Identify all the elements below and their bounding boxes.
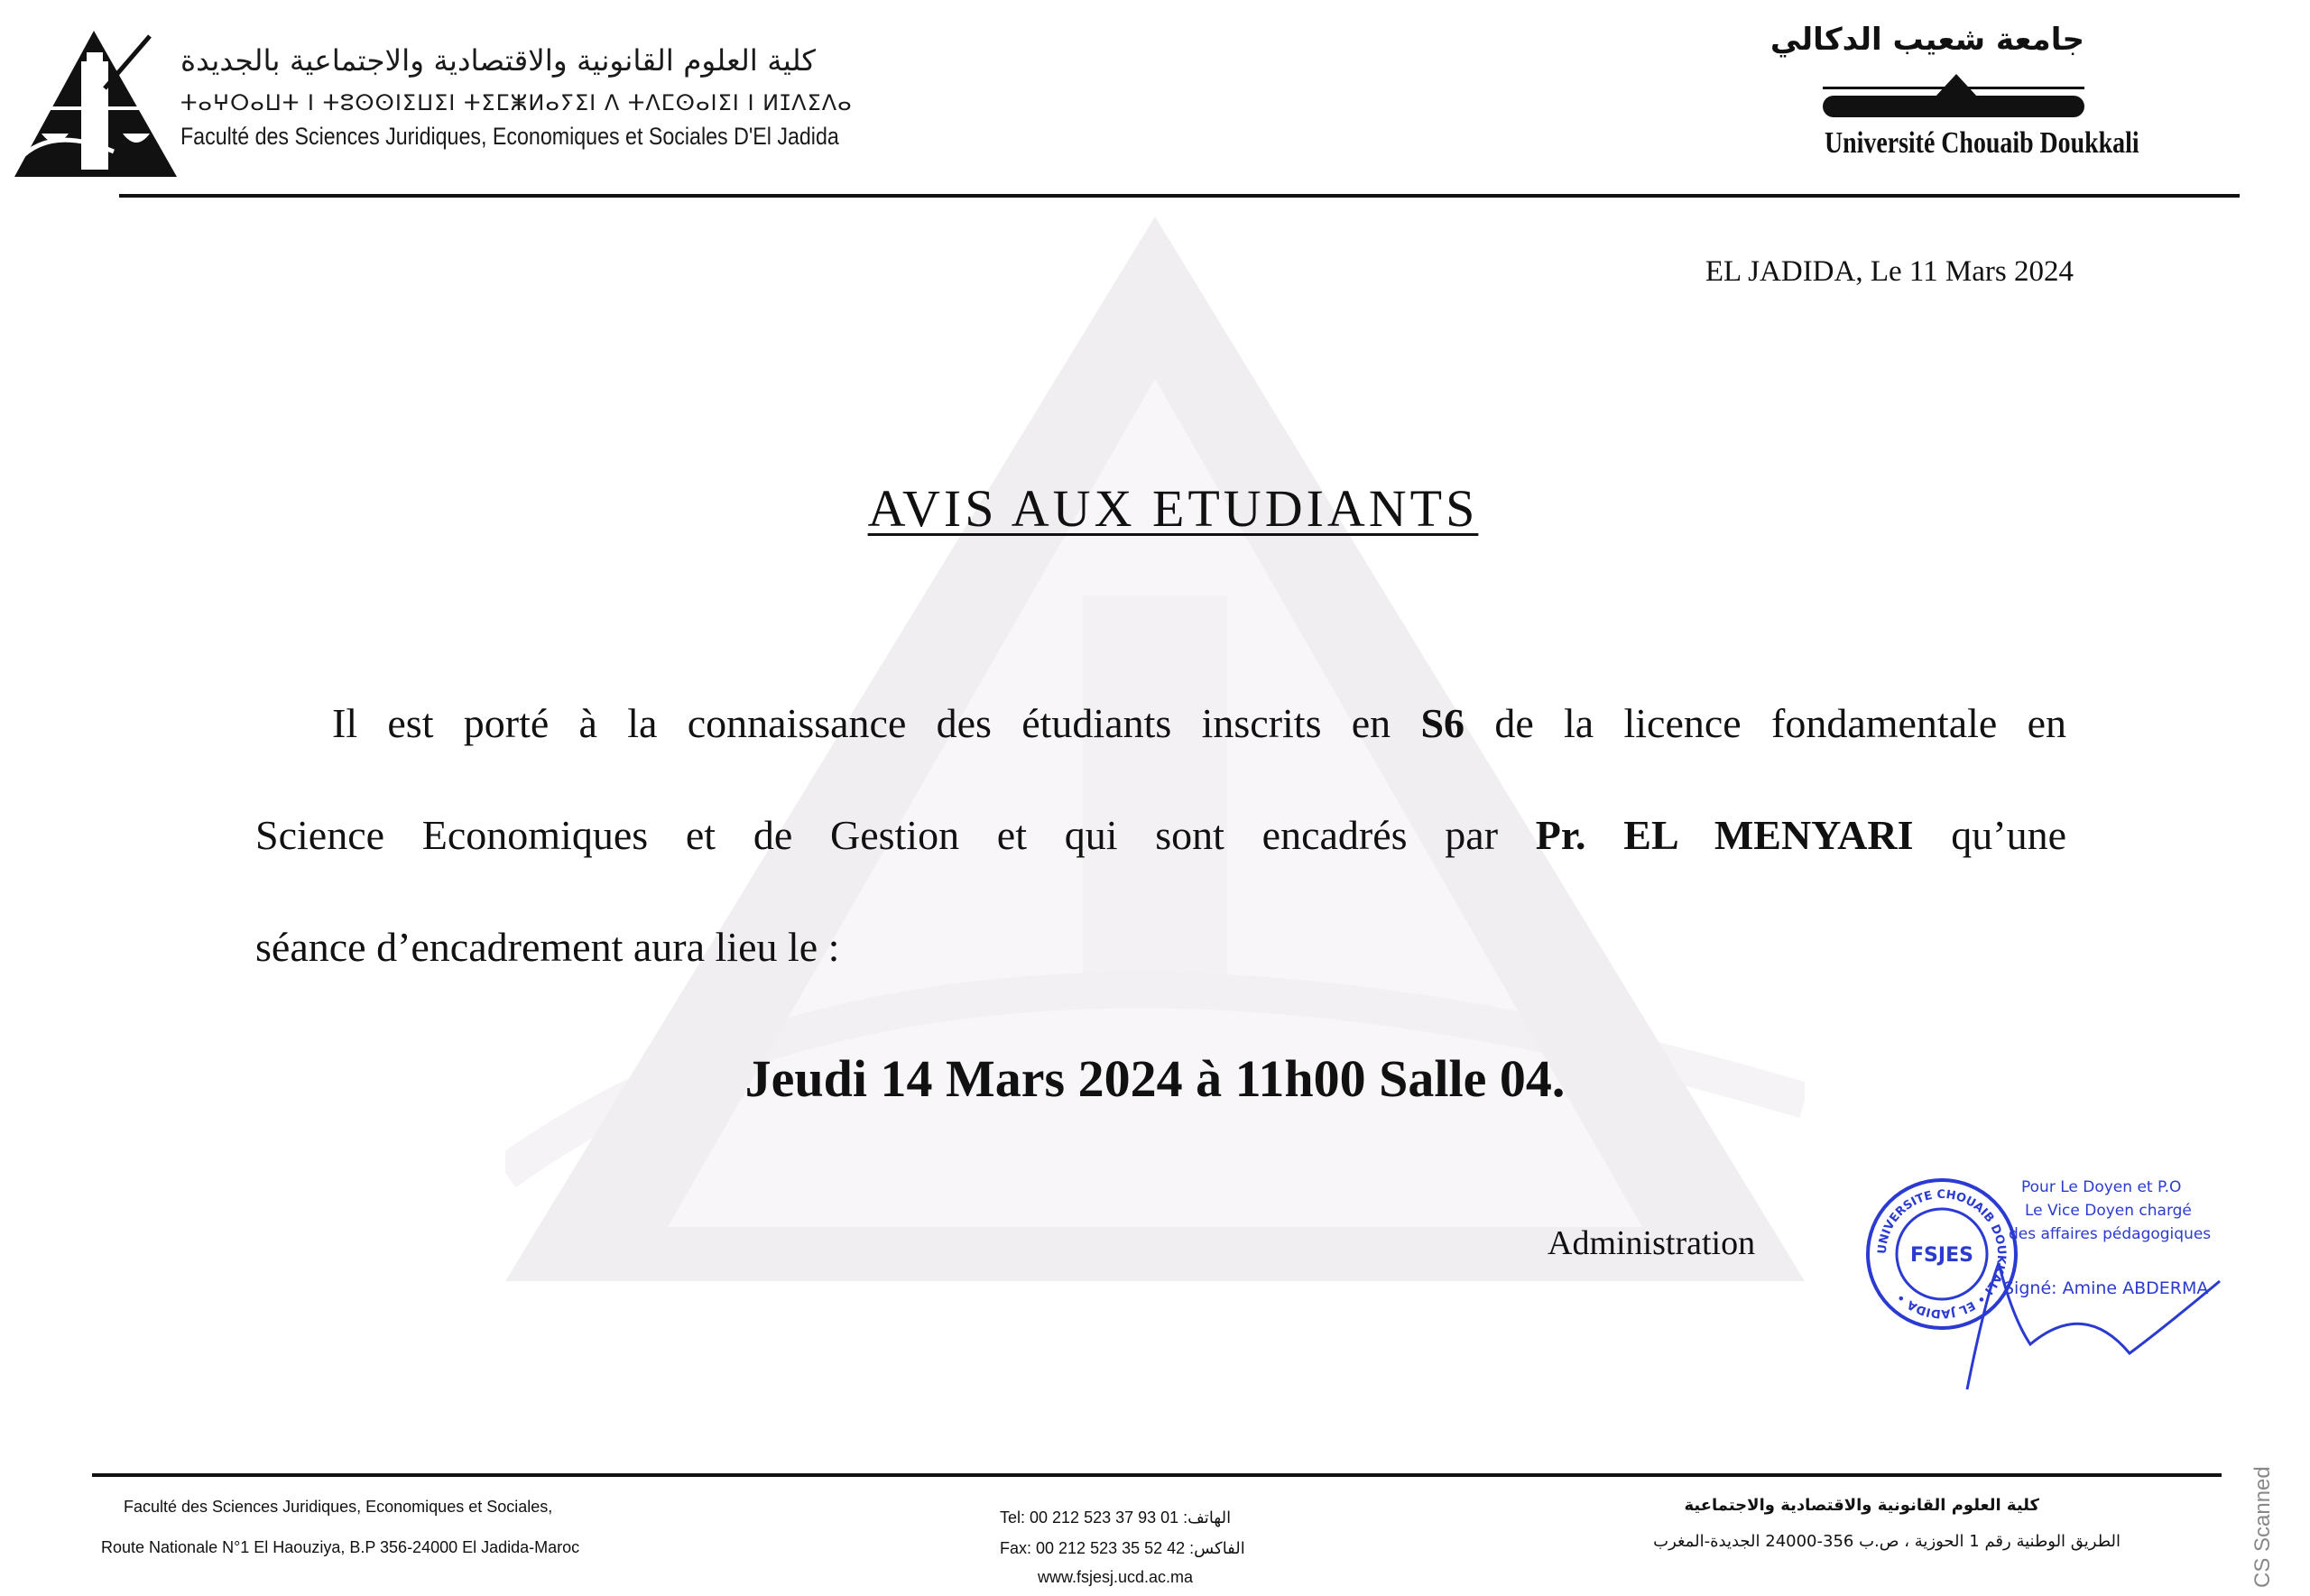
- semester-label: S6: [1420, 700, 1465, 746]
- footer-divider: [92, 1473, 2222, 1477]
- signature-line-1: Pour Le Doyen et P.O: [2021, 1178, 2182, 1196]
- handwritten-signature: [1949, 1245, 2238, 1398]
- footer-address-arabic: الطريق الوطنية رقم 1 الحوزية ، ص.ب 356-24000 الجديدة-المغرب: [1653, 1532, 2121, 1551]
- notice-text: de la licence fondamentale en: [1494, 700, 2067, 746]
- stamp-text: FSJES: [1910, 1244, 1973, 1267]
- meeting-date-time: Jeudi 14 Mars 2024 à 11h00 Salle 04.: [744, 1049, 1566, 1108]
- professor-name: Pr. EL MENYARI: [1535, 812, 1914, 858]
- notice-paragraph-line-3: séance d’encadrement aura lieu le :: [255, 924, 840, 970]
- footer-phone: Tel: 00 212 523 37 93 01 :الهاتف: [1000, 1508, 1232, 1527]
- footer-fax: Fax: 00 212 523 35 52 42 :الفاكس: [1000, 1539, 1245, 1557]
- notice-text: Il est porté à la connaissance des étudiants inscrits en: [332, 700, 1391, 746]
- date-line: EL JADIDA, Le 11 Mars 2024: [1705, 255, 2074, 288]
- footer-address: Route Nationale N°1 El Haouziya, B.P 356-24000 El Jadida-Maroc: [101, 1538, 580, 1556]
- notice-title: AVIS AUX ETUDIANTS: [867, 479, 1479, 538]
- notice-paragraph-line-2: [255, 808, 2066, 863]
- notice-text: qu’une: [1951, 812, 2066, 858]
- faculty-name-arabic: كلية العلوم القانونية والاقتصادية والاجتماعية بالجديدة: [180, 43, 816, 78]
- faculty-name-tifinagh: ⵜⴰⵖⵔⴰⵡⵜ ⵏ ⵜⵓⵙⵙⵏⵉⵡⵉⵏ ⵜⵉⵎⵥⵍⴰⵢⵉⵏ ⴷ ⵜⴷⵎⵙⴰⵏⵉⵏ ⵏ ⵍⵊⴷⵉⴷⴰ: [180, 90, 853, 115]
- header-divider: [119, 194, 2240, 198]
- faculty-name-french: Faculté des Sciences Juridiques, Economiques et Sociales D'El Jadida: [180, 123, 839, 150]
- footer-faculty-name: Faculté des Sciences Juridiques, Economiques et Sociales,: [124, 1498, 553, 1516]
- university-name-arabic: جامعة شعيب الدكالي: [1769, 22, 2084, 58]
- signature-line-2: Le Vice Doyen chargé: [2025, 1202, 2192, 1220]
- footer-website-link[interactable]: www.fsjesj.ucd.ac.ma: [1038, 1568, 1194, 1586]
- signature-line-3: des affaires pédagogiques: [2009, 1225, 2212, 1243]
- administration-label: Administration: [1548, 1224, 1756, 1262]
- stamp-ring-text: UNIVERSITE CHOUAIB DOUKKALI • EL JADIDA •: [1875, 1187, 2009, 1321]
- faculty-logo: [14, 25, 186, 179]
- camscanner-text: CS Scanned: [2250, 1466, 2275, 1588]
- notice-text: Science Economiques et de Gestion et qui sont encadrés par: [255, 812, 1499, 858]
- camscanner-badge: [2250, 1444, 2287, 1588]
- footer-faculty-name-arabic: كلية العلوم القانونية والاقتصادية والاجتماعية: [1684, 1496, 2039, 1515]
- notice-paragraph-line-1: [255, 697, 2066, 751]
- signature-line-4: Signé: Amine ABDERMA: [2003, 1278, 2209, 1298]
- university-name-french: Université Chouaib Doukkali: [1825, 126, 2139, 160]
